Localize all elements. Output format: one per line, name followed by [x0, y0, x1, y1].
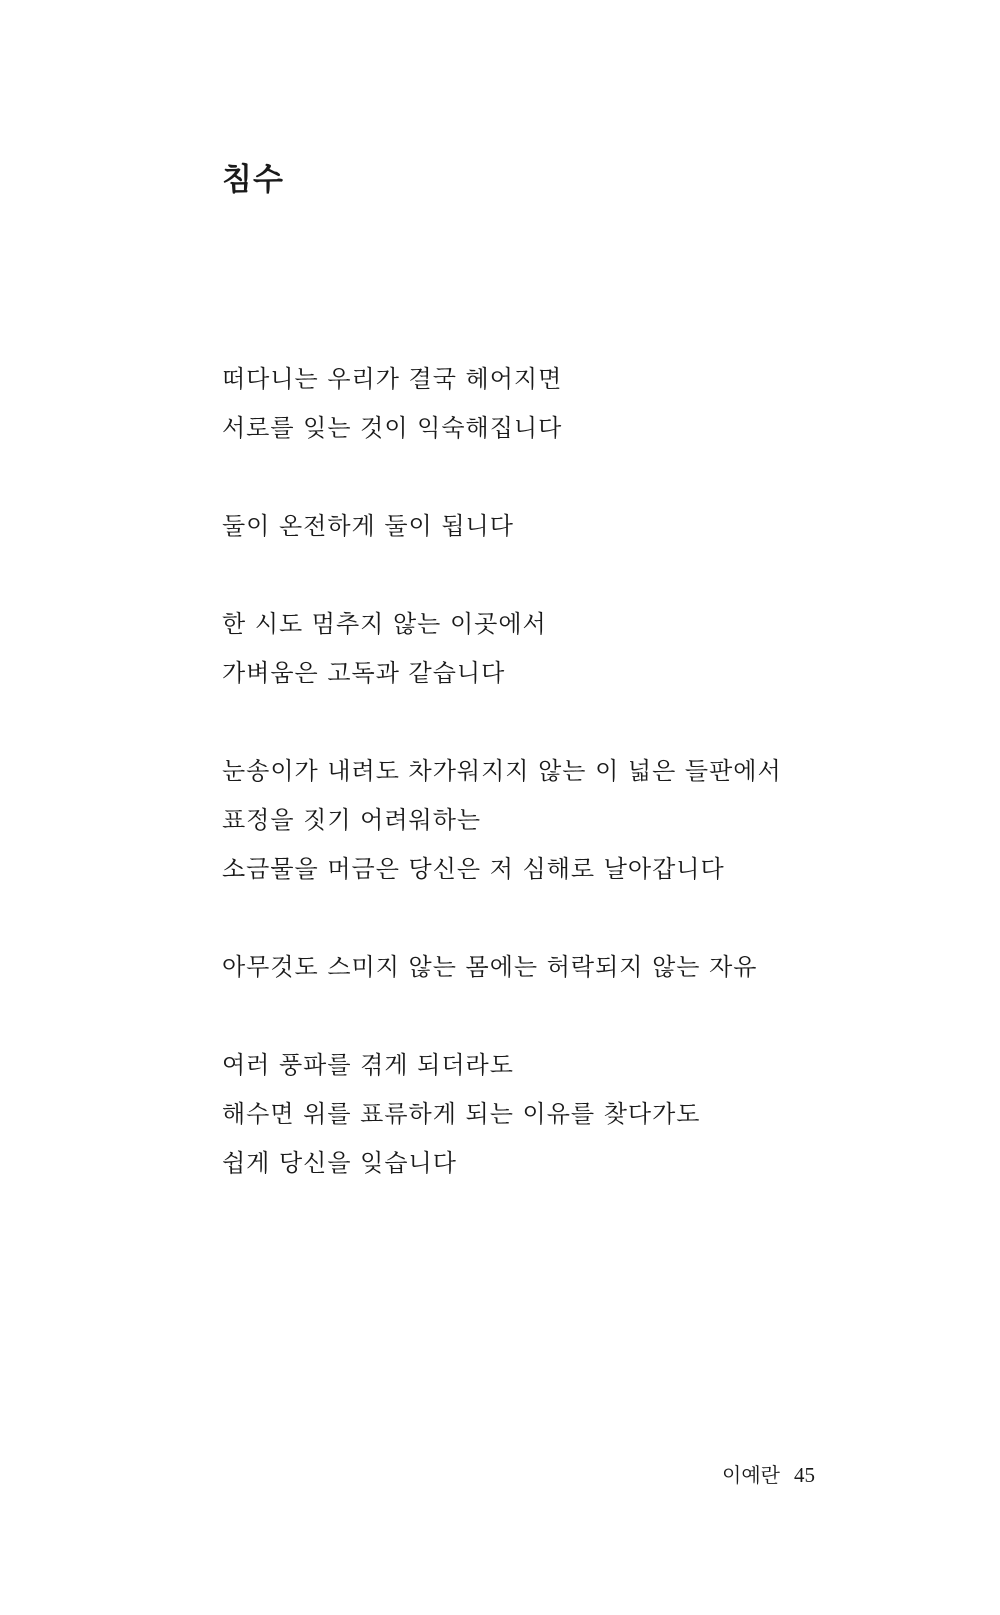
poem-line: 둘이 온전하게 둘이 됩니다 [222, 512, 514, 540]
poem-line: 가벼움은 고독과 같습니다 [222, 659, 506, 687]
poem-line: 표정을 짓기 어려워하는 [222, 806, 482, 834]
poem-body [222, 355, 942, 1237]
poem-line: 아무것도 스미지 않는 몸에는 허락되지 않는 자유 [222, 953, 758, 981]
stanza [222, 355, 942, 453]
stanza [222, 1041, 942, 1188]
poem-line: 한 시도 멈추지 않는 이곳에서 [222, 610, 547, 638]
poem-line: 여러 풍파를 겪게 되더라도 [222, 1051, 514, 1079]
page-number: 45 [794, 1463, 815, 1487]
poem-title: 침수 [222, 162, 284, 198]
poem-line: 쉽게 당신을 잊습니다 [222, 1149, 457, 1177]
stanza [222, 747, 942, 894]
author-name: 이예란 [722, 1463, 780, 1487]
poem-line: 서로를 잊는 것이 익숙해집니다 [222, 414, 563, 442]
stanza [222, 600, 942, 698]
page-footer [722, 1462, 815, 1488]
stanza [222, 943, 942, 992]
poem-line: 해수면 위를 표류하게 되는 이유를 찾다가도 [222, 1100, 701, 1128]
poem-line: 떠다니는 우리가 결국 헤어지면 [222, 365, 563, 393]
stanza [222, 502, 942, 551]
poem-line: 눈송이가 내려도 차가워지지 않는 이 넓은 들판에서 [222, 757, 782, 785]
poem-line: 소금물을 머금은 당신은 저 심해로 날아갑니다 [222, 855, 725, 883]
